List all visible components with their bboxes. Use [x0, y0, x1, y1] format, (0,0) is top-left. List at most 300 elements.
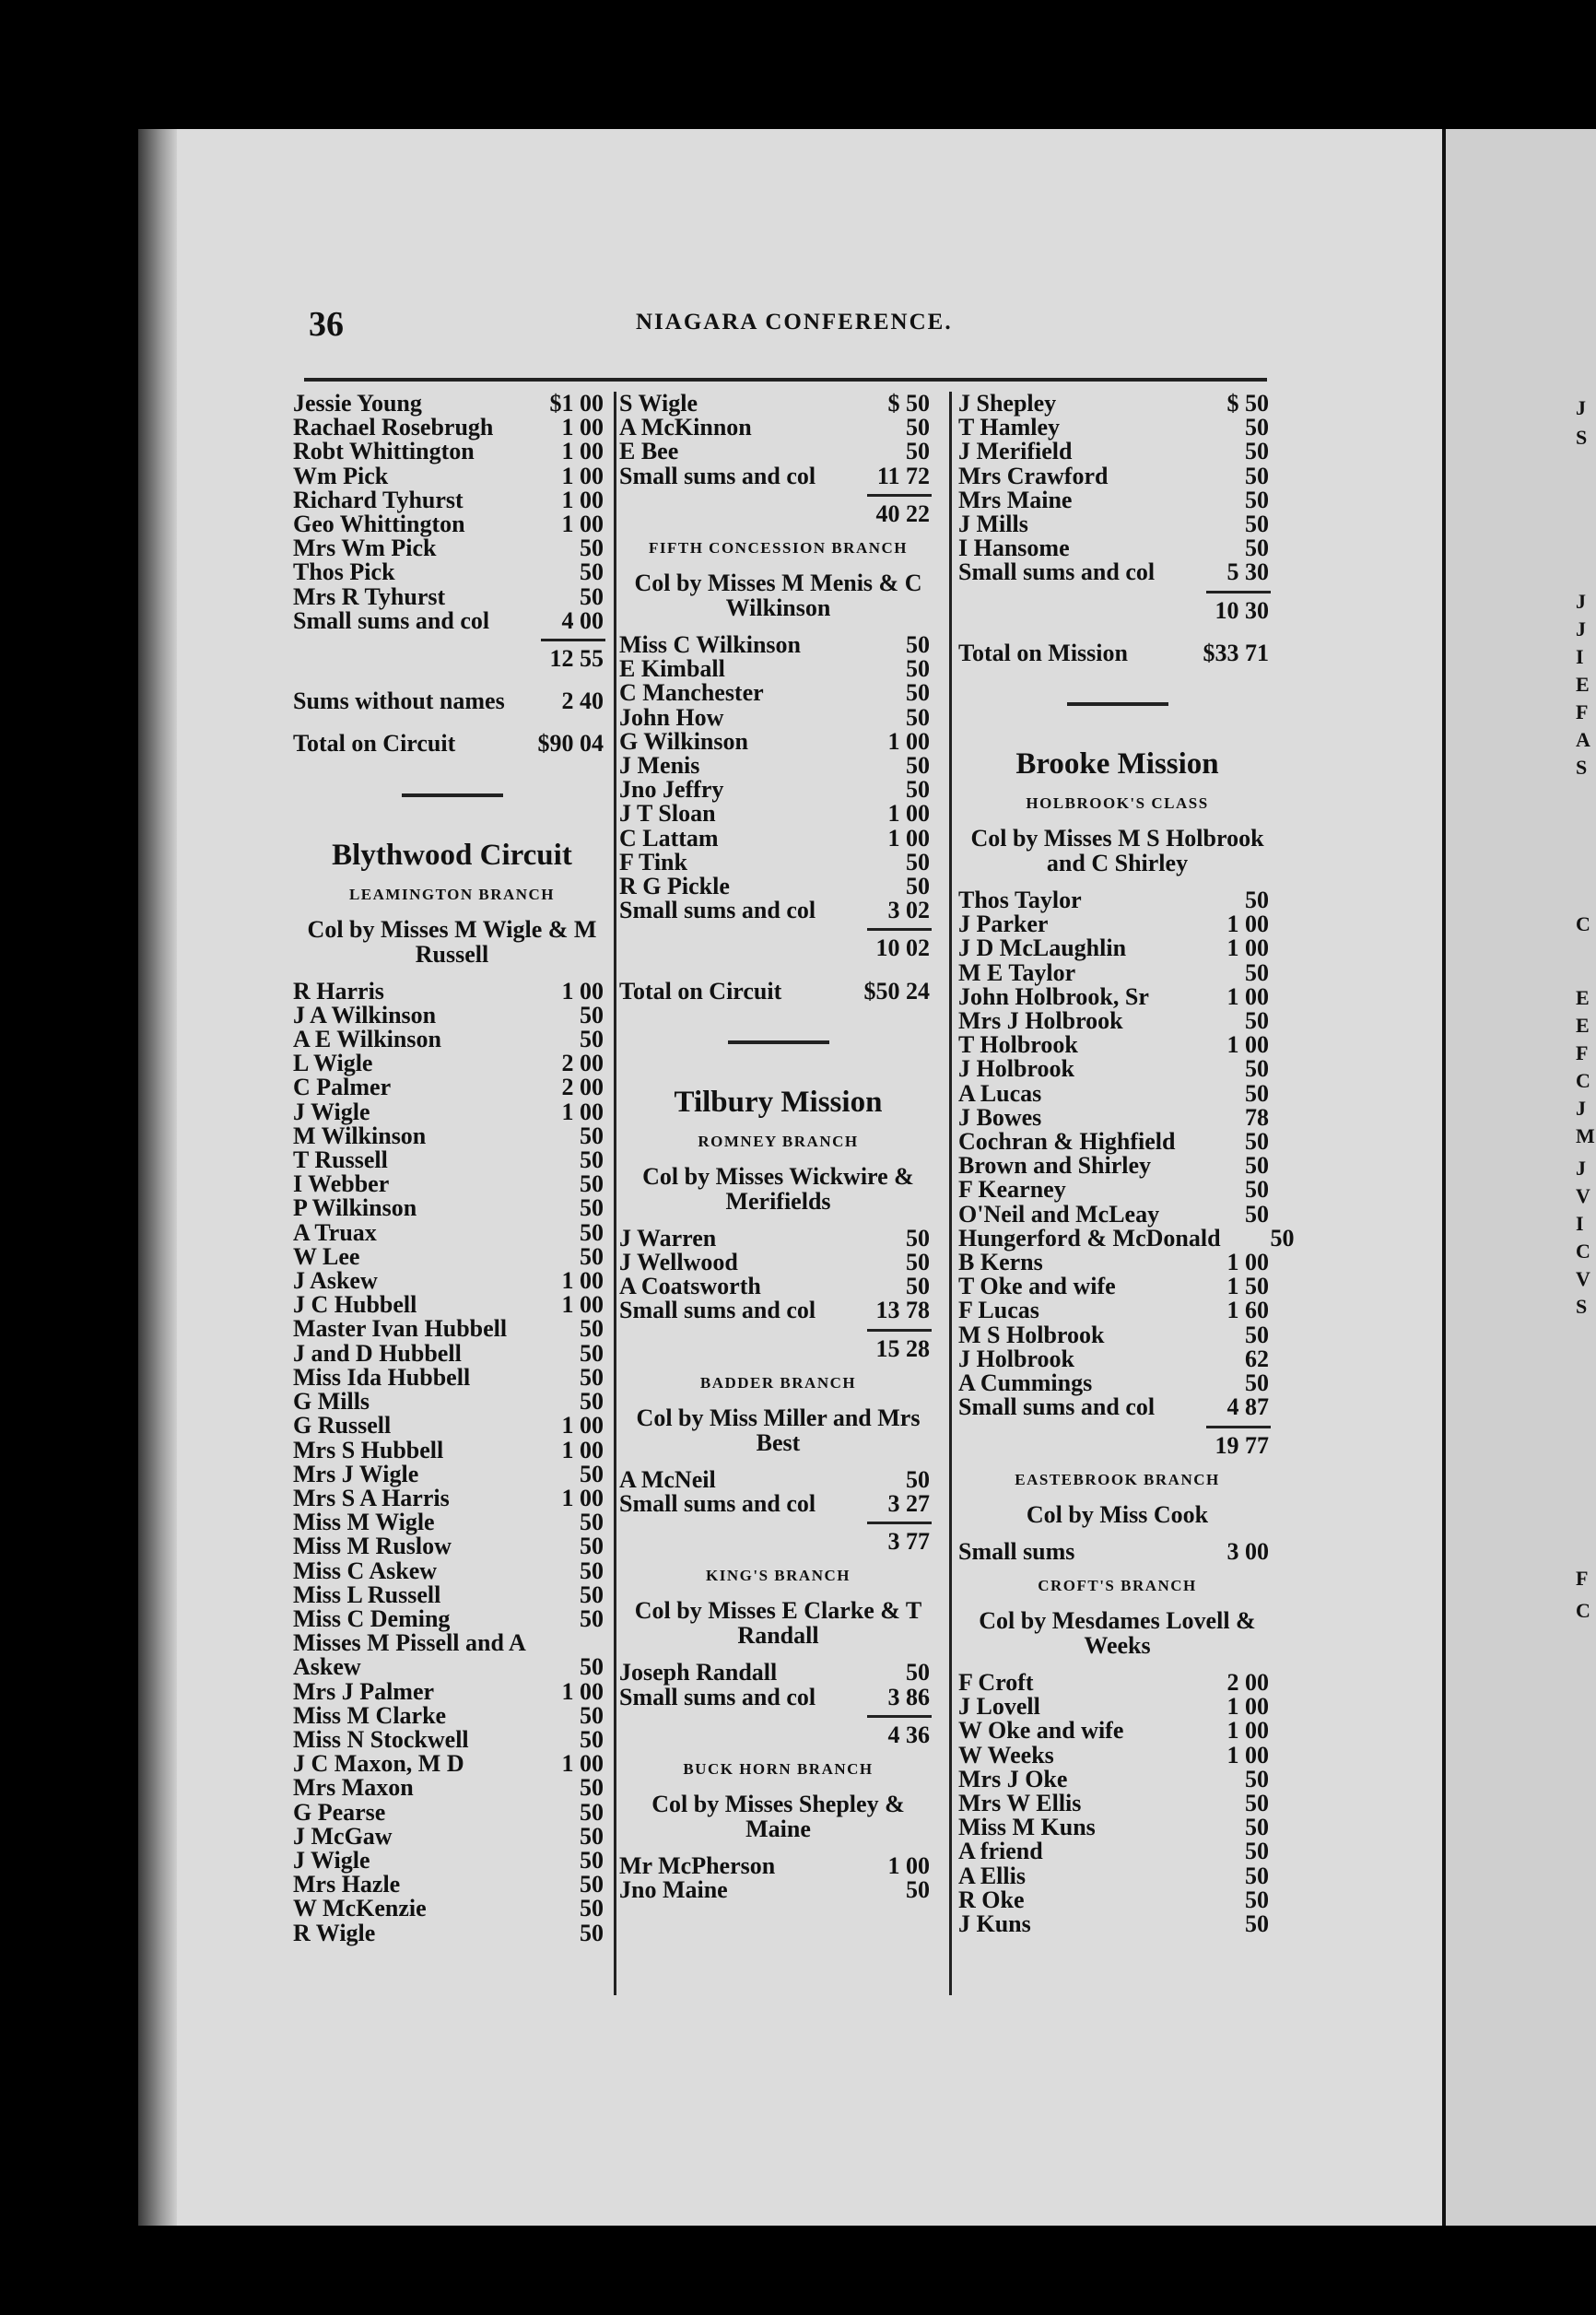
facing-page-letter: C: [1576, 1240, 1590, 1263]
amount: 1 00: [561, 511, 604, 538]
branch-heading: HOLBROOK'S CLASS: [1026, 794, 1209, 813]
donor-name: Mrs J Oke: [958, 1765, 1068, 1792]
facing-page-letter: E: [1576, 986, 1590, 1009]
collectors-line: Col by Miss Cook: [1026, 1500, 1209, 1528]
ledger-row: [958, 1537, 1276, 1565]
donor-name: Mrs R Tyhurst: [293, 582, 446, 610]
amount: 1 00: [1226, 982, 1269, 1010]
amount: 1 00: [561, 1267, 604, 1295]
ledger-row: [958, 464, 1276, 488]
donor-name: Askew: [293, 1653, 361, 1681]
donor-name: Brown and Shirley: [958, 1152, 1152, 1180]
donor-name: E Bee: [619, 438, 679, 465]
donor-name: T Oke and wife: [958, 1273, 1116, 1300]
donor-name: Miss M Wigle: [293, 1509, 435, 1536]
column-3: [958, 390, 1295, 1937]
amount: 50: [1245, 1814, 1269, 1841]
donor-name: Hungerford & McDonald: [958, 1224, 1221, 1252]
ledger-row: [958, 1251, 1276, 1275]
amount: 50: [1245, 1007, 1269, 1035]
donor-name: A friend: [958, 1838, 1043, 1865]
donor-name: C Palmer: [293, 1074, 392, 1101]
donor-name: S Wigle: [619, 390, 698, 417]
amount: 50: [1245, 1789, 1269, 1816]
ledger-row: [293, 606, 611, 634]
subtotal-row: [293, 647, 611, 671]
amount: 50: [906, 776, 930, 804]
ledger-row: [293, 536, 611, 560]
ledger-row: [958, 1103, 1276, 1131]
donor-name: W Oke and wife: [958, 1717, 1124, 1745]
donor-name: Jno Jeffry: [619, 776, 724, 804]
donor-name: Mrs Maine: [958, 486, 1073, 513]
sum-rule: [541, 639, 605, 641]
amount: 50: [1245, 958, 1269, 986]
amount: 2 00: [1226, 1668, 1269, 1696]
ledger-row: [619, 977, 937, 1005]
donor-name: Jessie Young: [293, 390, 422, 417]
amount: 50: [580, 1871, 604, 1898]
ledger-row: [293, 1604, 611, 1632]
donor-name: Sums without names: [293, 687, 505, 715]
donor-name: Mrs J Palmer: [293, 1677, 435, 1705]
subtotal-amount: 40 22: [875, 499, 930, 527]
donor-name: G Wilkinson: [619, 727, 748, 755]
ledger-row: [293, 1100, 611, 1124]
donor-name: P Wilkinson: [293, 1194, 417, 1222]
amount: 1 60: [1226, 1297, 1269, 1324]
amount: 1 00: [561, 977, 604, 1005]
amount: 1 00: [561, 1677, 604, 1705]
amount: 50: [1245, 462, 1269, 489]
ledger-row: [293, 689, 611, 713]
sum-rule: [1206, 1426, 1271, 1428]
donor-name: Master Ivan Hubbell: [293, 1315, 508, 1343]
ledger-row: [293, 464, 611, 488]
donor-name: Jno Maine: [619, 1876, 728, 1904]
donor-name: Joseph Randall: [619, 1659, 778, 1686]
amount: 1 00: [561, 414, 604, 441]
facing-page-letter: I: [1576, 645, 1584, 668]
donor-name: I Webber: [293, 1170, 390, 1198]
ledger-row: [293, 416, 611, 440]
amount: 1 00: [887, 800, 930, 828]
donor-name: W Lee: [293, 1242, 360, 1270]
ledger-row: [293, 582, 611, 610]
amount: 50: [906, 1249, 930, 1276]
ledger-row: [958, 560, 1276, 584]
facing-page-letter: M: [1576, 1124, 1595, 1147]
branch-heading: KING'S BRANCH: [706, 1567, 851, 1585]
mission-title: Tilbury Mission: [674, 1085, 883, 1119]
ledger-row: [293, 1873, 611, 1897]
amount: 50: [906, 1876, 930, 1904]
ledger-row: [958, 1839, 1276, 1863]
facing-page-letter: C: [1576, 1069, 1590, 1092]
amount: 50: [580, 1774, 604, 1802]
amount: 1 00: [887, 824, 930, 852]
facing-page-letter: E: [1576, 673, 1590, 696]
amount: 2 00: [561, 1050, 604, 1077]
ledger-row: [619, 1299, 937, 1322]
donor-name: Misses M Pissell and A: [293, 1629, 526, 1657]
amount: $33 71: [1203, 639, 1269, 666]
ledger-row: [619, 1251, 937, 1275]
donor-name: J Holbrook: [958, 1345, 1074, 1372]
ledger-row: [293, 488, 611, 512]
ledger-row: [619, 633, 937, 657]
ledger-row: [958, 1033, 1276, 1057]
donor-name: Mrs S A Harris: [293, 1484, 450, 1511]
donor-name: G Russell: [293, 1412, 392, 1440]
donor-name: T Hamley: [958, 414, 1061, 441]
ledger-row: [958, 958, 1276, 986]
donor-name: Mrs W Ellis: [958, 1789, 1082, 1816]
donor-name: B Kerns: [958, 1249, 1043, 1276]
amount: 50: [580, 1388, 604, 1416]
amount: 3 86: [887, 1683, 930, 1710]
ledger-row: [293, 1677, 611, 1705]
donor-name: R Harris: [293, 977, 384, 1005]
donor-name: Robt Whittington: [293, 438, 475, 465]
sum-rule: [1206, 591, 1271, 593]
donor-name: J D McLaughlin: [958, 934, 1127, 962]
donor-name: Small sums and col: [619, 897, 816, 924]
amount: 50: [1245, 414, 1269, 441]
donor-name: Mrs Maxon: [293, 1774, 414, 1802]
ledger-row: [958, 641, 1276, 665]
collectors-line: Col by Misses M Menis & C Wilkinson: [634, 570, 922, 622]
amount: 1 00: [561, 1412, 604, 1440]
amount: 1 50: [1226, 1273, 1269, 1300]
donor-name: J Merifield: [958, 438, 1073, 465]
ledger-row: [619, 1683, 937, 1710]
donor-name: C Lattam: [619, 824, 719, 852]
ledger-row: [293, 1436, 611, 1463]
amount: 50: [1245, 535, 1269, 562]
donor-name: Wm Pick: [293, 462, 389, 489]
facing-page-letter: S: [1576, 426, 1588, 449]
amount: 5 30: [1226, 558, 1269, 586]
amount: 2 00: [561, 1074, 604, 1101]
donor-name: Richard Tyhurst: [293, 486, 464, 513]
branch-heading: BADDER BRANCH: [699, 1373, 857, 1392]
facing-page-letter: C: [1576, 912, 1590, 935]
amount: 50: [580, 1846, 604, 1874]
amount: 50: [1245, 1862, 1269, 1889]
ledger-row: [958, 1178, 1276, 1202]
subtotal-amount: 10 30: [1215, 596, 1269, 624]
ledger-row: [293, 1484, 611, 1511]
subtotal-amount: 15 28: [875, 1334, 930, 1362]
ledger-row: [619, 1224, 937, 1252]
ledger-row: [958, 1200, 1276, 1228]
facing-page-letter: C: [1576, 1599, 1590, 1622]
amount: 50: [1245, 1200, 1269, 1228]
amount: 50: [906, 752, 930, 780]
ledger-row: [958, 1395, 1276, 1419]
ledger-row: [958, 488, 1276, 512]
donor-name: J Bowes: [958, 1103, 1042, 1131]
donor-name: L Wigle: [293, 1050, 373, 1077]
ledger-row: [619, 464, 937, 488]
column-divider: [614, 392, 616, 1995]
amount: 50: [1245, 1055, 1269, 1083]
amount: 4 87: [1226, 1393, 1269, 1421]
ledger-row: [958, 1130, 1276, 1154]
amount: 3 00: [1226, 1537, 1269, 1565]
amount: 50: [906, 848, 930, 875]
ledger-row: [293, 1363, 611, 1391]
amount: 50: [580, 1798, 604, 1826]
ledger-row: [293, 1655, 611, 1679]
donor-name: F Croft: [958, 1668, 1034, 1696]
amount: 50: [580, 1509, 604, 1536]
donor-name: J Shepley: [958, 390, 1057, 417]
ledger-row: [293, 1028, 611, 1052]
amount: 50: [1245, 486, 1269, 513]
subtotal-amount: 3 77: [887, 1528, 930, 1556]
amount: 50: [906, 655, 930, 683]
branch-heading: LEAMINGTON BRANCH: [348, 885, 556, 903]
ledger-row: [293, 1559, 611, 1583]
ledger-row: [958, 392, 1276, 416]
donor-name: A E Wilkinson: [293, 1026, 441, 1053]
donor-name: G Pearse: [293, 1798, 386, 1826]
amount: 50: [580, 582, 604, 610]
subtotal-row: [619, 936, 937, 960]
amount: 1 00: [1226, 1031, 1269, 1059]
sum-rule: [867, 494, 932, 497]
amount: 50: [580, 1026, 604, 1053]
amount: 50: [580, 1001, 604, 1028]
subtotal-row: [619, 1530, 937, 1554]
ledger-row: [619, 1661, 937, 1685]
donor-name: J Wigle: [293, 1098, 370, 1125]
facing-page-letter: F: [1576, 700, 1589, 723]
ledger-row: [293, 1148, 611, 1172]
ledger-row: [619, 1465, 937, 1493]
facing-page-letter: E: [1576, 1014, 1590, 1037]
donor-name: R G Pickle: [619, 873, 730, 900]
ledger-row: [958, 1864, 1276, 1888]
ledger-row: [619, 703, 937, 731]
ledger-row: [619, 657, 937, 681]
donor-name: O'Neil and McLeay: [958, 1200, 1160, 1228]
amount: 1 00: [1226, 934, 1269, 962]
facing-page-letter: V: [1576, 1267, 1590, 1290]
amount: 50: [906, 438, 930, 465]
donor-name: Small sums and col: [619, 1490, 816, 1518]
ledger-row: [293, 1196, 611, 1220]
amount: 3 02: [887, 897, 930, 924]
amount: 50: [1245, 1152, 1269, 1180]
amount: [530, 1631, 611, 1655]
facing-page-letter: F: [1576, 1567, 1589, 1590]
amount: 50: [580, 1919, 604, 1946]
donor-name: Geo Whittington: [293, 511, 465, 538]
ledger-row: [293, 1846, 611, 1874]
sum-rule: [867, 1329, 932, 1332]
amount: 50: [580, 1242, 604, 1270]
amount: 50: [1245, 1886, 1269, 1913]
donor-name: Mrs Hazle: [293, 1871, 401, 1898]
facing-page-fragment: [1442, 129, 1596, 2226]
donor-name: J and D Hubbell: [293, 1339, 462, 1367]
amount: 2 40: [561, 687, 604, 715]
ledger-row: [293, 1776, 611, 1800]
collectors-line: Col by Misses Wickwire & Merifields: [642, 1162, 914, 1215]
donor-name: Thos Pick: [293, 558, 395, 586]
section-separator: [402, 793, 503, 797]
ledger-row: [958, 1789, 1276, 1816]
ledger-row: [619, 1275, 937, 1299]
amount: 50: [580, 1653, 604, 1681]
donor-name: C Manchester: [619, 679, 764, 707]
donor-name: Mrs S Hubbell: [293, 1436, 444, 1463]
amount: 50: [1245, 1079, 1269, 1107]
amount: 1 00: [1226, 1249, 1269, 1276]
amount: 1 00: [561, 1750, 604, 1778]
amount: 50: [580, 1363, 604, 1391]
amount: 50: [580, 1460, 604, 1487]
donor-name: W Weeks: [958, 1741, 1054, 1769]
amount: $ 50: [887, 390, 930, 417]
donor-name: J Kuns: [958, 1910, 1031, 1937]
subtotal-amount: 12 55: [549, 645, 604, 673]
facing-page-letter: V: [1576, 1184, 1590, 1207]
ledger-row: [293, 1001, 611, 1028]
amount: 50: [1245, 438, 1269, 465]
amount: 50: [580, 1170, 604, 1198]
subtotal-row: [619, 1334, 937, 1362]
collectors-line: Col by Misses M S Holbrook and C Shirley: [970, 825, 1264, 877]
donor-name: J A Wilkinson: [293, 1001, 437, 1028]
donor-name: R Wigle: [293, 1919, 376, 1946]
donor-name: Miss Ida Hubbell: [293, 1363, 471, 1391]
donor-name: J C Hubbell: [293, 1291, 417, 1319]
donor-name: Thos Taylor: [958, 887, 1082, 914]
amount: 50: [580, 1822, 604, 1850]
amount: 1 00: [1226, 1717, 1269, 1745]
ledger-row: [619, 1854, 937, 1878]
donor-name: Small sums and col: [293, 606, 490, 634]
collectors-line: Col by Miss Miller and Mrs Best: [636, 1404, 921, 1456]
donor-name: J Askew: [293, 1267, 378, 1295]
ledger-row: [619, 727, 937, 755]
donor-name: T Russell: [293, 1146, 388, 1174]
ledger-row: [619, 824, 937, 852]
amount: 50: [1245, 1910, 1269, 1937]
donor-name: Small sums: [958, 1537, 1075, 1565]
section-separator: [1067, 702, 1168, 706]
ledger-row: [958, 1719, 1276, 1743]
ledger-row: [293, 1317, 611, 1341]
amount: 13 78: [875, 1297, 930, 1324]
amount: 50: [906, 703, 930, 731]
ledger-row: [619, 848, 937, 875]
ledger-row: [958, 1888, 1276, 1912]
donor-name: J Menis: [619, 752, 700, 780]
ledger-row: [293, 977, 611, 1005]
donor-name: J Mills: [958, 511, 1028, 538]
header-rule: [304, 378, 1267, 382]
amount: 1 00: [561, 1484, 604, 1511]
ledger-row: [958, 1299, 1276, 1322]
ledger-row: [293, 1339, 611, 1367]
ledger-row: [619, 1492, 937, 1516]
subtotal-row: [619, 499, 937, 527]
amount: 50: [580, 1557, 604, 1584]
ledger-row: [293, 1414, 611, 1438]
amount: 50: [580, 1701, 604, 1729]
donor-name: J Parker: [958, 911, 1049, 938]
amount: 50: [580, 1194, 604, 1222]
branch-heading: BUCK HORN BRANCH: [683, 1760, 874, 1779]
donor-name: Small sums and col: [619, 462, 816, 489]
ledger-row: [958, 1668, 1276, 1696]
amount: 50: [1245, 511, 1269, 538]
sum-rule: [867, 928, 932, 931]
amount: 50: [906, 414, 930, 441]
ledger-row: [958, 1154, 1276, 1178]
ledger-row: [958, 1057, 1276, 1081]
donor-name: Miss M Clarke: [293, 1701, 447, 1729]
amount: 50: [906, 1465, 930, 1493]
donor-name: Small sums and col: [958, 1393, 1156, 1421]
donor-name: J Holbrook: [958, 1055, 1074, 1083]
ledger-row: [958, 536, 1276, 560]
amount: 50: [580, 1533, 604, 1560]
donor-name: J Lovell: [958, 1693, 1040, 1721]
donor-name: A McKinnon: [619, 414, 752, 441]
amount: 1 00: [887, 1852, 930, 1880]
donor-name: Mrs Wm Pick: [293, 535, 437, 562]
ledger-row: [958, 1347, 1276, 1371]
ledger-row: [958, 1816, 1276, 1839]
donor-name: M S Holbrook: [958, 1321, 1105, 1348]
amount: 50: [906, 1659, 930, 1686]
amount: 50: [1245, 1176, 1269, 1204]
amount: 50: [580, 1604, 604, 1632]
amount: 1 00: [1226, 911, 1269, 938]
ledger-row: [958, 1323, 1276, 1347]
donor-name: John How: [619, 703, 724, 731]
ledger-row: [293, 1269, 611, 1293]
amount: 50: [1245, 1321, 1269, 1348]
ledger-row: [958, 416, 1276, 440]
ledger-row: [293, 1798, 611, 1826]
amount: 50: [580, 1146, 604, 1174]
ledger-row: [293, 1293, 611, 1317]
donor-name: A McNeil: [619, 1465, 716, 1493]
donor-name: J Wellwood: [619, 1249, 738, 1276]
ledger-row: [958, 1009, 1276, 1033]
running-title: NIAGARA CONFERENCE.: [636, 310, 953, 335]
section-separator: [728, 1040, 829, 1044]
donor-name: R Oke: [958, 1886, 1025, 1913]
page-binding-edge: [138, 129, 177, 2226]
ledger-row: [958, 1765, 1276, 1792]
amount: 50: [1245, 887, 1269, 914]
donor-name: Miss C Deming: [293, 1604, 451, 1632]
donor-name: Miss M Ruslow: [293, 1533, 452, 1560]
ledger-row: [293, 1242, 611, 1270]
ledger-row: [619, 392, 937, 416]
ledger-row: [958, 936, 1276, 960]
donor-name: A Ellis: [958, 1862, 1026, 1889]
branch-heading: CROFT'S BRANCH: [1038, 1576, 1197, 1594]
